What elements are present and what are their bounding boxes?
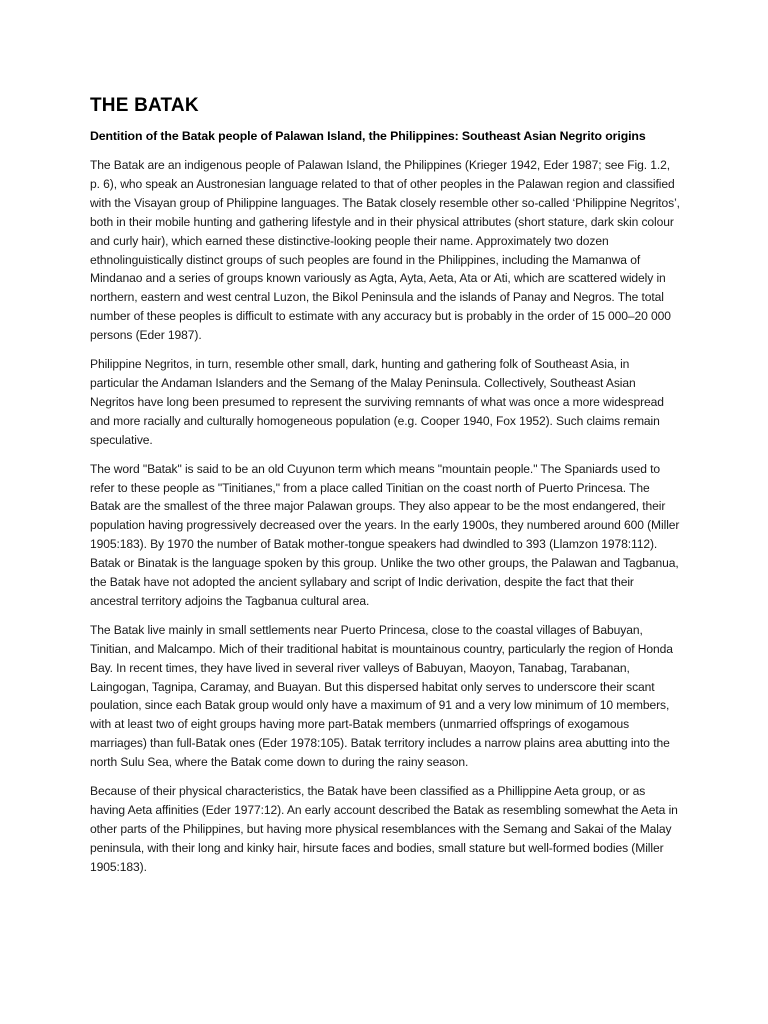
document-title: THE BATAK xyxy=(90,95,199,116)
document-subtitle: Dentition of the Batak people of Palawan Island, the Philippines: Southeast Asian Negrito origins xyxy=(90,129,646,143)
paragraph: The Batak live mainly in small settlements near Puerto Princesa, close to the coastal villages of Babuyan, Tinitian, and Malcampo. Mich of their traditional habitat is mountainous country, particularly the region of Honda Bay. In recent times, they have lived in several river valleys of Babuyan, Maoyon, Tanabag, Tarabanan, Laingogan, Tagnipa, Caramay, and Buayan. But this dispersed habitat only serves to underscore their scant poulation, since each Batak group would only have a maximum of 91 and a very low minimum of 10 members, with at least two of eight groups having more part-Batak members (unmarried offsprings of exogamous marriages) than full-Batak ones (Eder 1978:105). Batak territory includes a narrow plains area abutting into the north Sulu Sea, where the Batak come down to during the rainy season. xyxy=(90,622,673,770)
paragraph: Because of their physical characteristics, the Batak have been classified as a Phillippine Aeta group, or as having Aeta affinities (Eder 1977:12). An early account described the Batak as resembling somewhat the Aeta in other parts of the Philippines, but having more physical resemblances with the Semang and Sakai of the Malay peninsula, with their long and kinky hair, hirsute faces and bodies, small stature but well-formed bodies (Miller 1905:183). xyxy=(90,784,678,874)
paragraph: The Batak are an indigenous people of Palawan Island, the Philippines (Krieger 1942, Eder 1987; see Fig. 1.2, p. 6), who speak an Austronesian language related to that of other peoples in the Palawan region and classified with the Visayan group of Philippine languages. The Batak closely resemble other so-called ‘Philippine Negritos’, both in their mobile hunting and gathering lifestyle and in their physical attributes (short stature, dark skin colour and curly hair), which earned these distinctive-looking people their name. Approximately two dozen ethnolinguistically distinct groups of such peoples are found in the Philippines, including the Mamanwa of Mindanao and a series of groups known variously as Agta, Ayta, Aeta, Ata or Ati, which are scattered widely in northern, eastern and west central Luzon, the Bikol Peninsula and the islands of Panay and Negros. The total number of these peoples is difficult to estimate with any accuracy but is probably in the order of 15 000–20 000 persons (Eder 1987). xyxy=(90,158,680,343)
paragraph: Philippine Negritos, in turn, resemble other small, dark, hunting and gathering folk of Southeast Asia, in particular the Andaman Islanders and the Semang of the Malay Peninsula. Collectively, Southeast Asian Negritos have long been presumed to represent the surviving remnants of what was once a more widespread and more racially and culturally homogeneous population (e.g. Cooper 1940, Fox 1952). Such claims remain speculative. xyxy=(90,357,664,447)
paragraph: The word "Batak" is said to be an old Cuyunon term which means "mountain people." The Spaniards used to refer to these people as "Tinitianes," from a place called Tinitian on the coast north of Puerto Princesa. The Batak are the smallest of the three major Palawan groups. They also appear to be the most endangered, their population having progressively decreased over the years. In the early 1900s, they numbered around 600 (Miller 1905:183). By 1970 the number of Batak mother-tongue speakers had dwindled to 393 (Llamzon 1978:112). Batak or Binatak is the language spoken by this group. Unlike the two other groups, the Palawan and Tagbanua, the Batak have not adopted the ancient syllabary and script of Indic derivation, despite the fact that their ancestral territory adjoins the Tagbanua cultural area. xyxy=(90,461,680,608)
document-page xyxy=(90,94,680,887)
